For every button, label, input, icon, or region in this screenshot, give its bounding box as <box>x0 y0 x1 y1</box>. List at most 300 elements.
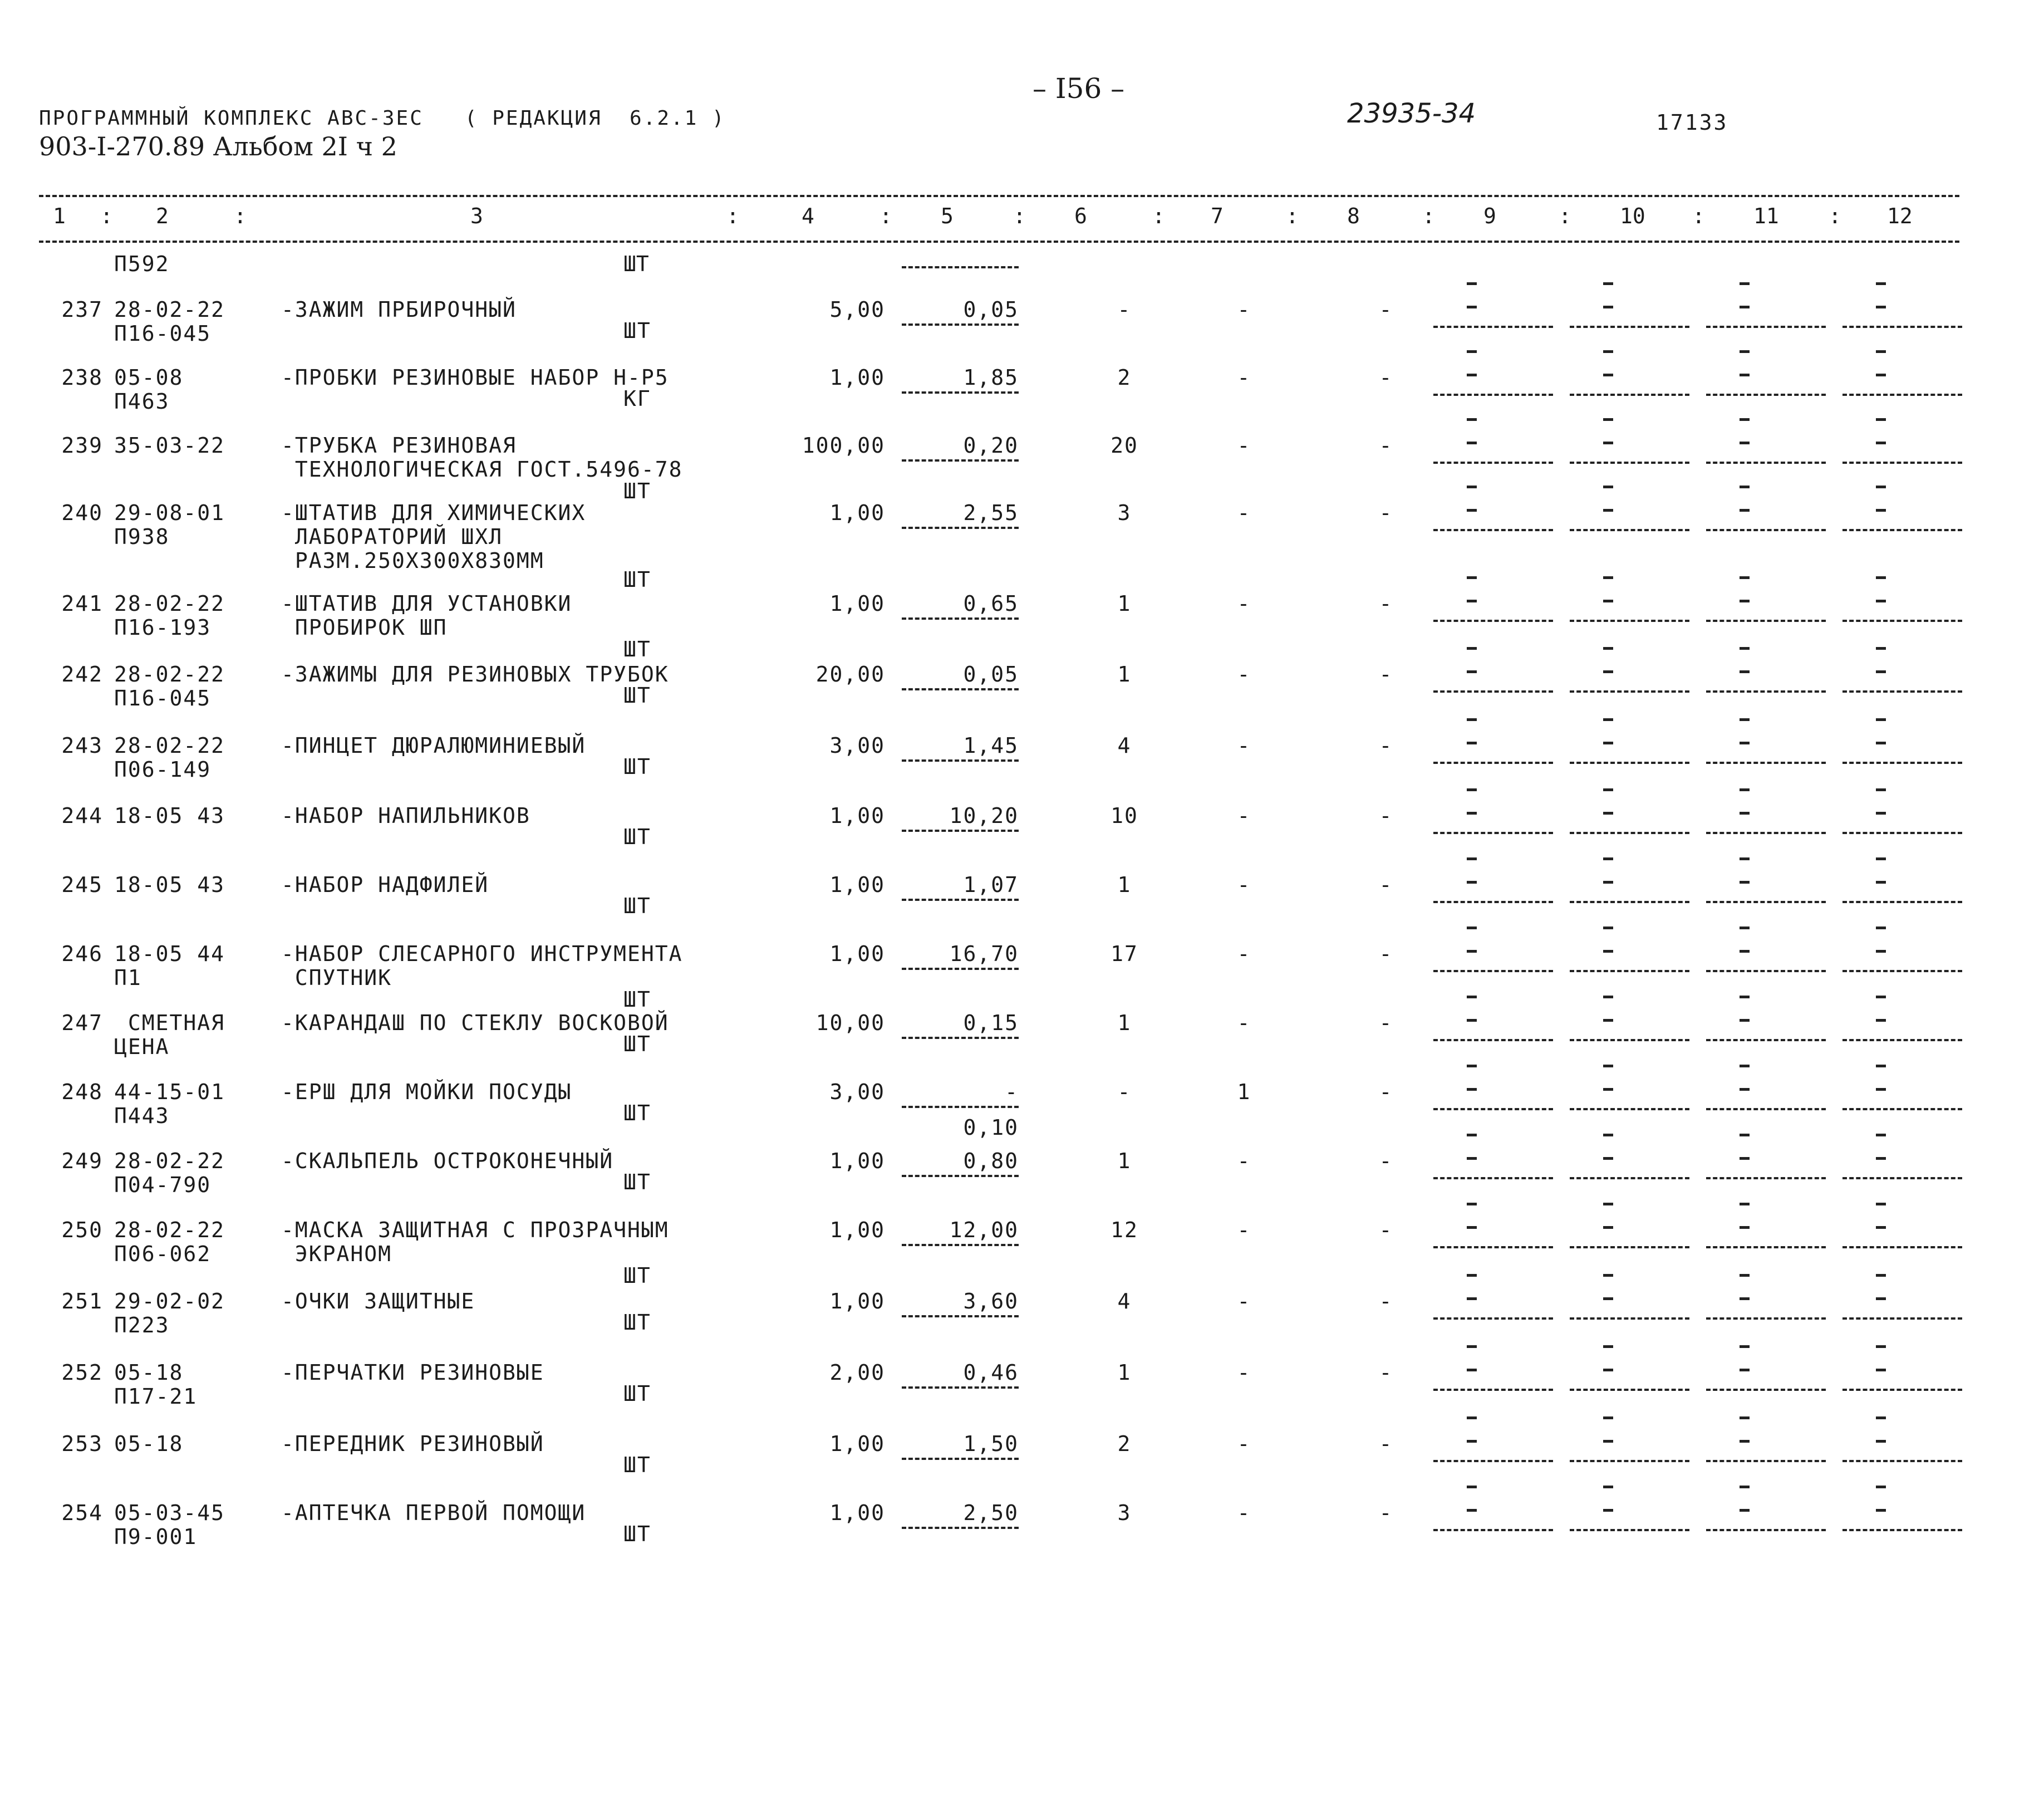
dash-mark <box>1740 1019 1750 1022</box>
dash-mark <box>1467 950 1477 953</box>
column-underline <box>1570 1317 1689 1320</box>
column-separator: : <box>1013 204 1026 228</box>
column-7-value: - <box>1237 733 1251 758</box>
column-underline <box>1706 690 1826 693</box>
table-row <box>0 734 2044 803</box>
dash-mark <box>1603 1019 1613 1022</box>
dash-mark <box>1876 1157 1886 1160</box>
unit: ШТ <box>623 318 651 343</box>
dash-mark <box>1603 950 1613 953</box>
column-header-6: 6 <box>1074 204 1087 228</box>
dash-mark <box>1740 950 1750 953</box>
unit-price: 1,50 <box>963 1432 1019 1456</box>
dash-mark <box>1740 857 1750 860</box>
column-underline <box>1433 1177 1553 1179</box>
column-underline <box>1706 326 1826 328</box>
dash-mark <box>1740 1134 1750 1136</box>
unit: ШТ <box>623 987 651 1012</box>
column-separator: : <box>1559 204 1571 228</box>
dash-mark <box>1467 1369 1477 1371</box>
item-name: -ШТАТИВ ДЛЯ ХИМИЧЕСКИХ ЛАБОРАТОРИЙ ШХЛ РАЗМ.250Х300Х830ММ <box>281 501 586 573</box>
resource-code: 05-03-45 П9-001 <box>114 1501 225 1549</box>
column-underline <box>1706 394 1826 396</box>
quantity: 5,00 <box>829 297 885 322</box>
column-7-value: - <box>1237 942 1251 966</box>
unit-price: 1,07 <box>963 873 1019 897</box>
item-name: -ПЕРЕДНИК РЕЗИНОВЫЙ <box>281 1432 544 1456</box>
unit: ШТ <box>623 1522 651 1546</box>
unit: ШТ <box>623 567 651 592</box>
dash-mark <box>1876 742 1886 744</box>
column-7-value: - <box>1237 1432 1251 1456</box>
price-underline <box>902 1386 1019 1389</box>
item-name: -МАСКА ЗАЩИТНАЯ С ПРОЗРАЧНЫМ ЭКРАНОМ <box>281 1218 669 1266</box>
column-8-value: - <box>1379 1289 1393 1313</box>
column-6-value: 1 <box>1117 873 1132 897</box>
unit-price: 0,05 <box>963 297 1019 322</box>
column-underline <box>1570 1039 1689 1041</box>
dash-mark <box>1467 881 1477 884</box>
dash-mark <box>1603 442 1613 444</box>
column-underline <box>1706 1529 1826 1531</box>
quantity: 3,00 <box>829 1080 885 1104</box>
row-number: 246 <box>61 942 103 966</box>
column-7-value: - <box>1237 591 1251 616</box>
column-separator: : <box>1286 204 1299 228</box>
table-row <box>0 1290 2044 1359</box>
column-header-10: 10 <box>1620 204 1645 228</box>
quantity: 100,00 <box>802 433 885 458</box>
price-underline <box>902 759 1019 762</box>
column-underline <box>1842 1039 1962 1041</box>
continuation-unit: ШТ <box>623 252 649 276</box>
dash-mark <box>1740 350 1750 353</box>
column-underline <box>1842 394 1962 396</box>
table-header-rule <box>39 241 1959 243</box>
dash-mark <box>1603 812 1613 815</box>
dash-mark <box>1740 509 1750 512</box>
dash-mark <box>1876 509 1886 512</box>
dash-mark <box>1467 350 1477 353</box>
column-8-value: - <box>1379 1218 1393 1242</box>
column-underline <box>1842 1389 1962 1391</box>
dash-mark <box>1603 788 1613 791</box>
resource-code: 29-02-02 П223 <box>114 1289 225 1337</box>
quantity: 1,00 <box>829 1432 885 1456</box>
resource-code: 35-03-22 <box>114 433 225 458</box>
dash-mark <box>1603 1345 1613 1348</box>
table-row <box>0 1218 2044 1287</box>
dash-mark <box>1603 996 1613 998</box>
column-underline <box>1433 326 1553 328</box>
quantity: 2,00 <box>829 1360 885 1385</box>
item-name: -ЗАЖИМЫ ДЛЯ РЕЗИНОВЫХ ТРУБОК <box>281 662 669 687</box>
dash-mark <box>1740 1203 1750 1205</box>
dash-mark <box>1603 1509 1613 1512</box>
item-name: -АПТЕЧКА ПЕРВОЙ ПОМОЩИ <box>281 1501 586 1525</box>
table-row <box>0 663 2044 732</box>
dash-mark <box>1603 1226 1613 1229</box>
column-underline <box>1706 1460 1826 1462</box>
column-underline <box>1842 1317 1962 1320</box>
dash-mark <box>1740 306 1750 308</box>
column-header-2: 2 <box>156 204 169 228</box>
column-underline <box>1570 832 1689 834</box>
dash-mark <box>1467 647 1477 650</box>
dash-mark <box>1603 857 1613 860</box>
item-name: -ОЧКИ ЗАЩИТНЫЕ <box>281 1289 475 1313</box>
table-row <box>0 298 2044 367</box>
dash-mark <box>1740 718 1750 721</box>
column-8-value: - <box>1379 501 1393 525</box>
row-number: 253 <box>61 1432 103 1456</box>
column-underline <box>1842 326 1962 328</box>
dash-mark <box>1603 1297 1613 1300</box>
quantity: 1,00 <box>829 803 885 828</box>
dash-mark <box>1603 306 1613 308</box>
table-row <box>0 1080 2044 1149</box>
quantity: 1,00 <box>829 591 885 616</box>
column-8-value: - <box>1379 433 1393 458</box>
dash-mark <box>1876 1203 1886 1205</box>
resource-code: 44-15-01 П443 <box>114 1080 225 1128</box>
dash-mark <box>1467 1297 1477 1300</box>
column-underline <box>1842 1460 1962 1462</box>
dash-mark <box>1876 486 1886 488</box>
price-underline <box>902 830 1019 832</box>
unit: ШТ <box>623 683 651 708</box>
row-number: 247 <box>61 1011 103 1035</box>
dash-mark <box>1876 950 1886 953</box>
column-7-value: - <box>1237 297 1251 322</box>
dash-mark <box>1740 647 1750 650</box>
column-underline <box>1433 1246 1553 1248</box>
price-underline <box>902 266 1019 268</box>
table-row <box>0 942 2044 1011</box>
dash-mark <box>1603 1486 1613 1488</box>
dash-mark <box>1876 282 1886 285</box>
column-underline <box>1842 1108 1962 1110</box>
column-underline <box>1842 1529 1962 1531</box>
dash-mark <box>1876 670 1886 673</box>
price-underline <box>902 968 1019 970</box>
dash-mark <box>1740 418 1750 421</box>
quantity: 1,00 <box>829 1218 885 1242</box>
column-7-value: - <box>1237 1360 1251 1385</box>
unit-price: 0,20 <box>963 433 1019 458</box>
dash-mark <box>1876 1065 1886 1067</box>
item-name: -ШТАТИВ ДЛЯ УСТАНОВКИ ПРОБИРОК ШП <box>281 591 572 640</box>
column-header-1: 1 <box>53 204 66 228</box>
unit: ШТ <box>623 1032 651 1056</box>
dash-mark <box>1740 1440 1750 1443</box>
dash-mark <box>1740 1369 1750 1371</box>
unit-price: 0,80 <box>963 1149 1019 1173</box>
unit: ШТ <box>623 1263 651 1288</box>
column-underline <box>1433 1460 1553 1462</box>
column-7-value: - <box>1237 365 1251 390</box>
unit-price: 12,00 <box>949 1218 1019 1242</box>
dash-mark <box>1467 812 1477 815</box>
dash-mark <box>1603 1203 1613 1205</box>
continuation-code: П592 <box>114 252 170 276</box>
dash-mark <box>1467 1345 1477 1348</box>
dash-mark <box>1467 442 1477 444</box>
column-underline <box>1433 1039 1553 1041</box>
dash-mark <box>1876 1345 1886 1348</box>
dash-mark <box>1603 1416 1613 1419</box>
column-underline <box>1433 901 1553 903</box>
dash-mark <box>1467 1416 1477 1419</box>
row-number: 248 <box>61 1080 103 1104</box>
dash-mark <box>1876 1134 1886 1136</box>
unit-price: 0,46 <box>963 1360 1019 1385</box>
dash-mark <box>1740 927 1750 929</box>
column-header-3: 3 <box>470 204 483 228</box>
dash-mark <box>1467 374 1477 376</box>
column-underline <box>1433 832 1553 834</box>
column-underline <box>1433 762 1553 764</box>
column-header-4: 4 <box>802 204 814 228</box>
dash-mark <box>1876 1416 1886 1419</box>
dash-mark <box>1876 812 1886 815</box>
row-number: 241 <box>61 591 103 616</box>
dash-mark <box>1876 927 1886 929</box>
dash-mark <box>1876 1019 1886 1022</box>
column-8-value: - <box>1379 1080 1393 1104</box>
dash-mark <box>1467 1065 1477 1067</box>
dash-mark <box>1467 927 1477 929</box>
column-7-value: - <box>1237 1149 1251 1173</box>
unit-price: 0,05 <box>963 662 1019 687</box>
column-underline <box>1433 462 1553 464</box>
column-underline <box>1842 762 1962 764</box>
dash-mark <box>1467 418 1477 421</box>
column-underline <box>1706 1177 1826 1179</box>
table-row <box>0 1011 2044 1080</box>
dash-mark <box>1740 881 1750 884</box>
resource-code: 05-08 П463 <box>114 365 184 414</box>
column-7-value: - <box>1237 433 1251 458</box>
column-underline <box>1433 529 1553 531</box>
column-underline <box>1570 1529 1689 1531</box>
dash-mark <box>1467 742 1477 744</box>
price-underline <box>902 1244 1019 1246</box>
column-underline <box>1570 970 1689 972</box>
dash-mark <box>1740 600 1750 602</box>
column-underline <box>1570 762 1689 764</box>
column-8-value: - <box>1379 297 1393 322</box>
column-underline <box>1842 690 1962 693</box>
column-underline <box>1570 620 1689 622</box>
column-7-value: - <box>1237 1218 1251 1242</box>
column-underline <box>1433 394 1553 396</box>
dash-mark <box>1876 600 1886 602</box>
column-separator: : <box>1692 204 1705 228</box>
dash-mark <box>1603 576 1613 579</box>
column-8-value: - <box>1379 662 1393 687</box>
row-number: 240 <box>61 501 103 525</box>
row-number: 243 <box>61 733 103 758</box>
price-underline <box>902 899 1019 901</box>
item-name: -КАРАНДАШ ПО СТЕКЛУ ВОСКОВОЙ <box>281 1011 669 1035</box>
dash-mark <box>1740 1345 1750 1348</box>
resource-code: 05-18 <box>114 1432 184 1456</box>
dash-mark <box>1467 1019 1477 1022</box>
column-underline <box>1706 832 1826 834</box>
row-number: 242 <box>61 662 103 687</box>
dash-mark <box>1876 1509 1886 1512</box>
table-top-rule <box>39 195 1959 197</box>
unit: ШТ <box>623 637 651 661</box>
unit-price: 2,55 <box>963 501 1019 525</box>
column-underline <box>1842 620 1962 622</box>
dash-mark <box>1876 306 1886 308</box>
column-8-value: - <box>1379 733 1393 758</box>
column-6-value: 1 <box>1117 1011 1132 1035</box>
quantity: 3,00 <box>829 733 885 758</box>
unit-price: 3,60 <box>963 1289 1019 1313</box>
dash-mark <box>1603 927 1613 929</box>
unit-price: 2,50 <box>963 1501 1019 1525</box>
column-6-value: - <box>1117 297 1132 322</box>
column-underline <box>1570 326 1689 328</box>
dash-mark <box>1740 1509 1750 1512</box>
dash-mark <box>1603 1369 1613 1371</box>
unit: ШТ <box>623 894 651 918</box>
dash-mark <box>1467 306 1477 308</box>
column-header-12: 12 <box>1887 204 1913 228</box>
column-underline <box>1433 620 1553 622</box>
price-underline <box>902 1315 1019 1317</box>
column-header-7: 7 <box>1211 204 1224 228</box>
dash-mark <box>1603 647 1613 650</box>
item-name: -ЗАЖИМ ПРБИРОЧНЫЙ <box>281 297 517 322</box>
dash-mark <box>1740 788 1750 791</box>
row-number: 244 <box>61 803 103 828</box>
price-underline <box>902 1175 1019 1177</box>
unit: ШТ <box>623 825 651 849</box>
dash-mark <box>1740 442 1750 444</box>
table-row <box>0 804 2044 873</box>
column-underline <box>1570 1460 1689 1462</box>
dash-mark <box>1740 1274 1750 1277</box>
quantity: 1,00 <box>829 365 885 390</box>
column-header-11: 11 <box>1753 204 1779 228</box>
unit-price: 0,65 <box>963 591 1019 616</box>
dash-mark <box>1740 1065 1750 1067</box>
dash-mark <box>1876 374 1886 376</box>
dash-mark <box>1467 1440 1477 1443</box>
dash-mark <box>1603 486 1613 488</box>
item-name: -ПИНЦЕТ ДЮРАЛЮМИНИЕВЫЙ <box>281 733 586 758</box>
dash-mark <box>1603 374 1613 376</box>
column-separator: : <box>100 204 113 228</box>
column-6-value: 20 <box>1111 433 1138 458</box>
quantity: 1,00 <box>829 1289 885 1313</box>
column-underline <box>1842 462 1962 464</box>
column-8-value: - <box>1379 1501 1393 1525</box>
dash-mark <box>1467 486 1477 488</box>
price-underline <box>902 527 1019 529</box>
dash-mark <box>1876 881 1886 884</box>
unit: ШТ <box>623 1170 651 1194</box>
table-row <box>0 873 2044 942</box>
table-row <box>0 366 2044 435</box>
item-name: -ЕРШ ДЛЯ МОЙКИ ПОСУДЫ <box>281 1080 572 1104</box>
column-6-value: 1 <box>1117 662 1132 687</box>
dash-mark <box>1603 718 1613 721</box>
column-6-value: 3 <box>1117 501 1132 525</box>
dash-mark <box>1467 1509 1477 1512</box>
dash-mark <box>1603 1065 1613 1067</box>
column-7-value: - <box>1237 873 1251 897</box>
price-underline <box>902 391 1019 394</box>
resource-code: 18-05 43 <box>114 873 225 897</box>
dash-mark <box>1876 576 1886 579</box>
row-number: 250 <box>61 1218 103 1242</box>
column-7-value: - <box>1237 1501 1251 1525</box>
dash-mark <box>1467 788 1477 791</box>
column-separator: : <box>234 204 247 228</box>
dash-mark <box>1876 350 1886 353</box>
dash-mark <box>1467 1486 1477 1488</box>
column-7-value: 1 <box>1237 1080 1251 1104</box>
table-row <box>0 1432 2044 1501</box>
unit-price: 1,45 <box>963 733 1019 758</box>
resource-code: 28-02-22 П04-790 <box>114 1149 225 1197</box>
item-name: -СКАЛЬПЕЛЬ ОСТРОКОНЕЧНЫЙ <box>281 1149 614 1173</box>
column-underline <box>1570 462 1689 464</box>
quantity: 1,00 <box>829 1149 885 1173</box>
column-underline <box>1570 1389 1689 1391</box>
quantity: 1,00 <box>829 501 885 525</box>
unit-price: 0,15 <box>963 1011 1019 1035</box>
column-underline <box>1706 529 1826 531</box>
column-underline <box>1706 901 1826 903</box>
price-underline <box>902 1106 1019 1108</box>
dash-mark <box>1740 742 1750 744</box>
unit-price: - <box>1005 1080 1019 1104</box>
table-row <box>0 501 2044 592</box>
dash-mark <box>1603 1088 1613 1091</box>
column-separator: : <box>1152 204 1165 228</box>
dash-mark <box>1467 600 1477 602</box>
resource-code: 28-02-22 П16-045 <box>114 662 225 710</box>
dash-mark <box>1876 1274 1886 1277</box>
column-underline <box>1570 394 1689 396</box>
column-underline <box>1842 1177 1962 1179</box>
column-underline <box>1706 1389 1826 1391</box>
dash-mark <box>1876 418 1886 421</box>
unit: ШТ <box>623 1381 651 1406</box>
column-7-value: - <box>1237 662 1251 687</box>
column-underline <box>1706 1039 1826 1041</box>
column-underline <box>1842 901 1962 903</box>
sheet-number: 17133 <box>1656 110 1728 135</box>
column-underline <box>1433 1108 1553 1110</box>
dash-mark <box>1467 576 1477 579</box>
column-7-value: - <box>1237 803 1251 828</box>
quantity: 10,00 <box>815 1011 885 1035</box>
price-underline <box>902 1527 1019 1529</box>
program-header: ПРОГРАММНЫЙ КОМПЛЕКС АВС-3ЕС ( РЕДАКЦИЯ 6.2.1 ) <box>39 107 726 130</box>
column-underline <box>1706 762 1826 764</box>
column-8-value: - <box>1379 942 1393 966</box>
dash-mark <box>1467 670 1477 673</box>
table-row <box>0 592 2044 661</box>
dash-mark <box>1740 812 1750 815</box>
